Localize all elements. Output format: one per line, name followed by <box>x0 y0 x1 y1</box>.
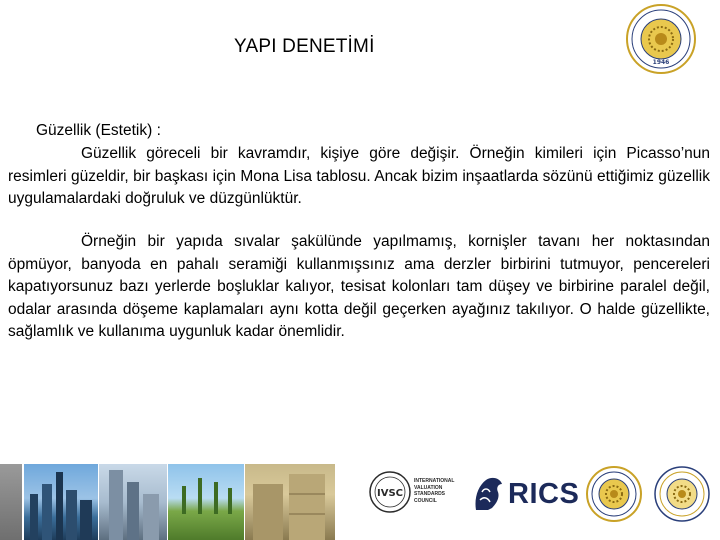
ivsc-line-3: STANDARDS <box>414 491 446 497</box>
rics-wordmark: RICS <box>508 478 580 510</box>
paragraph-2: Örneğin bir yapıda sıvalar şakülünde yapılmamış, kornişler tavanı her noktasından öpmüyor, banyoda en pahalı seramiği kullanmışsınız ama derzler birbirini tutmuyor, pencereleri kapatıyorsunuz bazı yerlerde boşluklar kalıyor, tesisat kolonları tam düşey ve birbirine paralel değil, odalar arasında döşeme kaplamaları aynı kotta değil geçerken ayağınız takılıyor. O halde güzellikte, sağlamlık ve kullanıma uygunluk kadar önemlidir. <box>8 233 710 340</box>
ivsc-line-4: COUNCIL <box>414 497 437 504</box>
rics-lion-icon <box>470 470 506 516</box>
ivsc-text <box>414 478 464 504</box>
university-year: 1946 <box>652 59 670 66</box>
city-skyline-photo <box>24 464 98 540</box>
slide-title: YAPI DENETİMİ <box>234 36 375 57</box>
ankara-university-logo <box>626 4 696 74</box>
ankara-university-logo-footer-1 <box>586 466 642 522</box>
skyscraper-photo <box>99 464 167 540</box>
footer-gray-bar <box>0 464 22 540</box>
ankara-university-logo-footer-2 <box>654 466 710 522</box>
ivsc-line-2: VALUATION <box>414 484 443 491</box>
landscape-trees-photo <box>168 464 244 540</box>
ivsc-logo <box>368 470 412 514</box>
paragraph-1: Güzellik göreceli bir kavramdır, kişiye göre değişir. Örneğin kimileri için Picasso’nun resimleri güzeldir, bir başkası için Mona Lisa tablosu. Ancak bizim inşaatlarda sözünü ettiğimiz güzellik uygulamalardaki doğruluk ve düzgünlüktür. <box>8 145 710 207</box>
ivsc-line-1: INTERNATIONAL <box>414 478 455 484</box>
ivsc-abbr: IVSC <box>376 488 404 499</box>
construction-photo <box>245 464 335 540</box>
section-heading: Güzellik (Estetik) : <box>36 122 161 139</box>
